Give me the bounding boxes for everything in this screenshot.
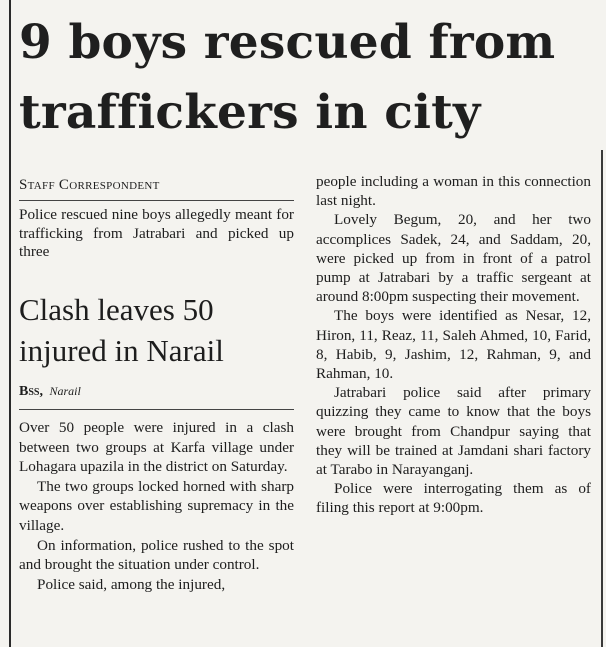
sub-story-paragraph: Police said, among the injured,	[37, 575, 226, 593]
sub-story-paragraph: Over 50 people were injured in a clash between two groups at Karfa village under Lohagara upazila in the district on Saturday.	[19, 419, 294, 476]
sub-story-agency: Bss,	[19, 384, 43, 399]
right-column	[316, 172, 591, 518]
lead-column	[19, 206, 294, 262]
right-column-paragraph: The boys were identified as Nesar, 12, Hiron, 11, Reaz, 11, Saleh Ahmed, 10, Farid, 8, Habib, 9, Jashim, 12, Rahman, 9, and Rahman, 10.	[316, 307, 591, 383]
right-column-paragraph: Lovely Begum, 20, and her two accomplices Sadek, 24, and Saddam, 20, were picked up from in front of a patrol pump at Jatrabari by a traffic sergeant at around 8:00pm suspecting their movement.	[316, 211, 591, 306]
sub-story-divider	[19, 409, 294, 410]
right-column-rule	[601, 150, 603, 647]
sub-story-dateline: Narail	[49, 384, 81, 398]
byline-divider	[19, 200, 294, 201]
main-headline: 9 boys rescued from traffickers in city	[19, 15, 556, 140]
sub-story-paragraph: The two groups locked horned with sharp weapons over establishing supremacy in the village.	[19, 477, 294, 534]
right-column-paragraph: Jatrabari police said after primary quizzing they came to know that the boys were brought from Chandpur saying that they will be trained at Jamdani shari factory at Tarabo in Narayanganj.	[316, 384, 591, 479]
lead-paragraph: Police rescued nine boys allegedly meant for trafficking from Jatrabari and picked up three	[19, 206, 294, 261]
byline: Staff Correspondent	[19, 177, 160, 193]
sub-story-byline	[19, 384, 81, 400]
sub-story-body	[19, 418, 294, 594]
left-column-rule	[9, 0, 11, 647]
sub-story-headline: Clash leaves 50 injured in Narail	[19, 292, 224, 368]
sub-story-paragraph: On information, police rushed to the spot and brought the situation under control.	[19, 536, 294, 574]
right-column-paragraph: people including a woman in this connection last night.	[316, 173, 591, 210]
right-column-paragraph: Police were interrogating them as of filing this report at 9:00pm.	[316, 480, 591, 517]
